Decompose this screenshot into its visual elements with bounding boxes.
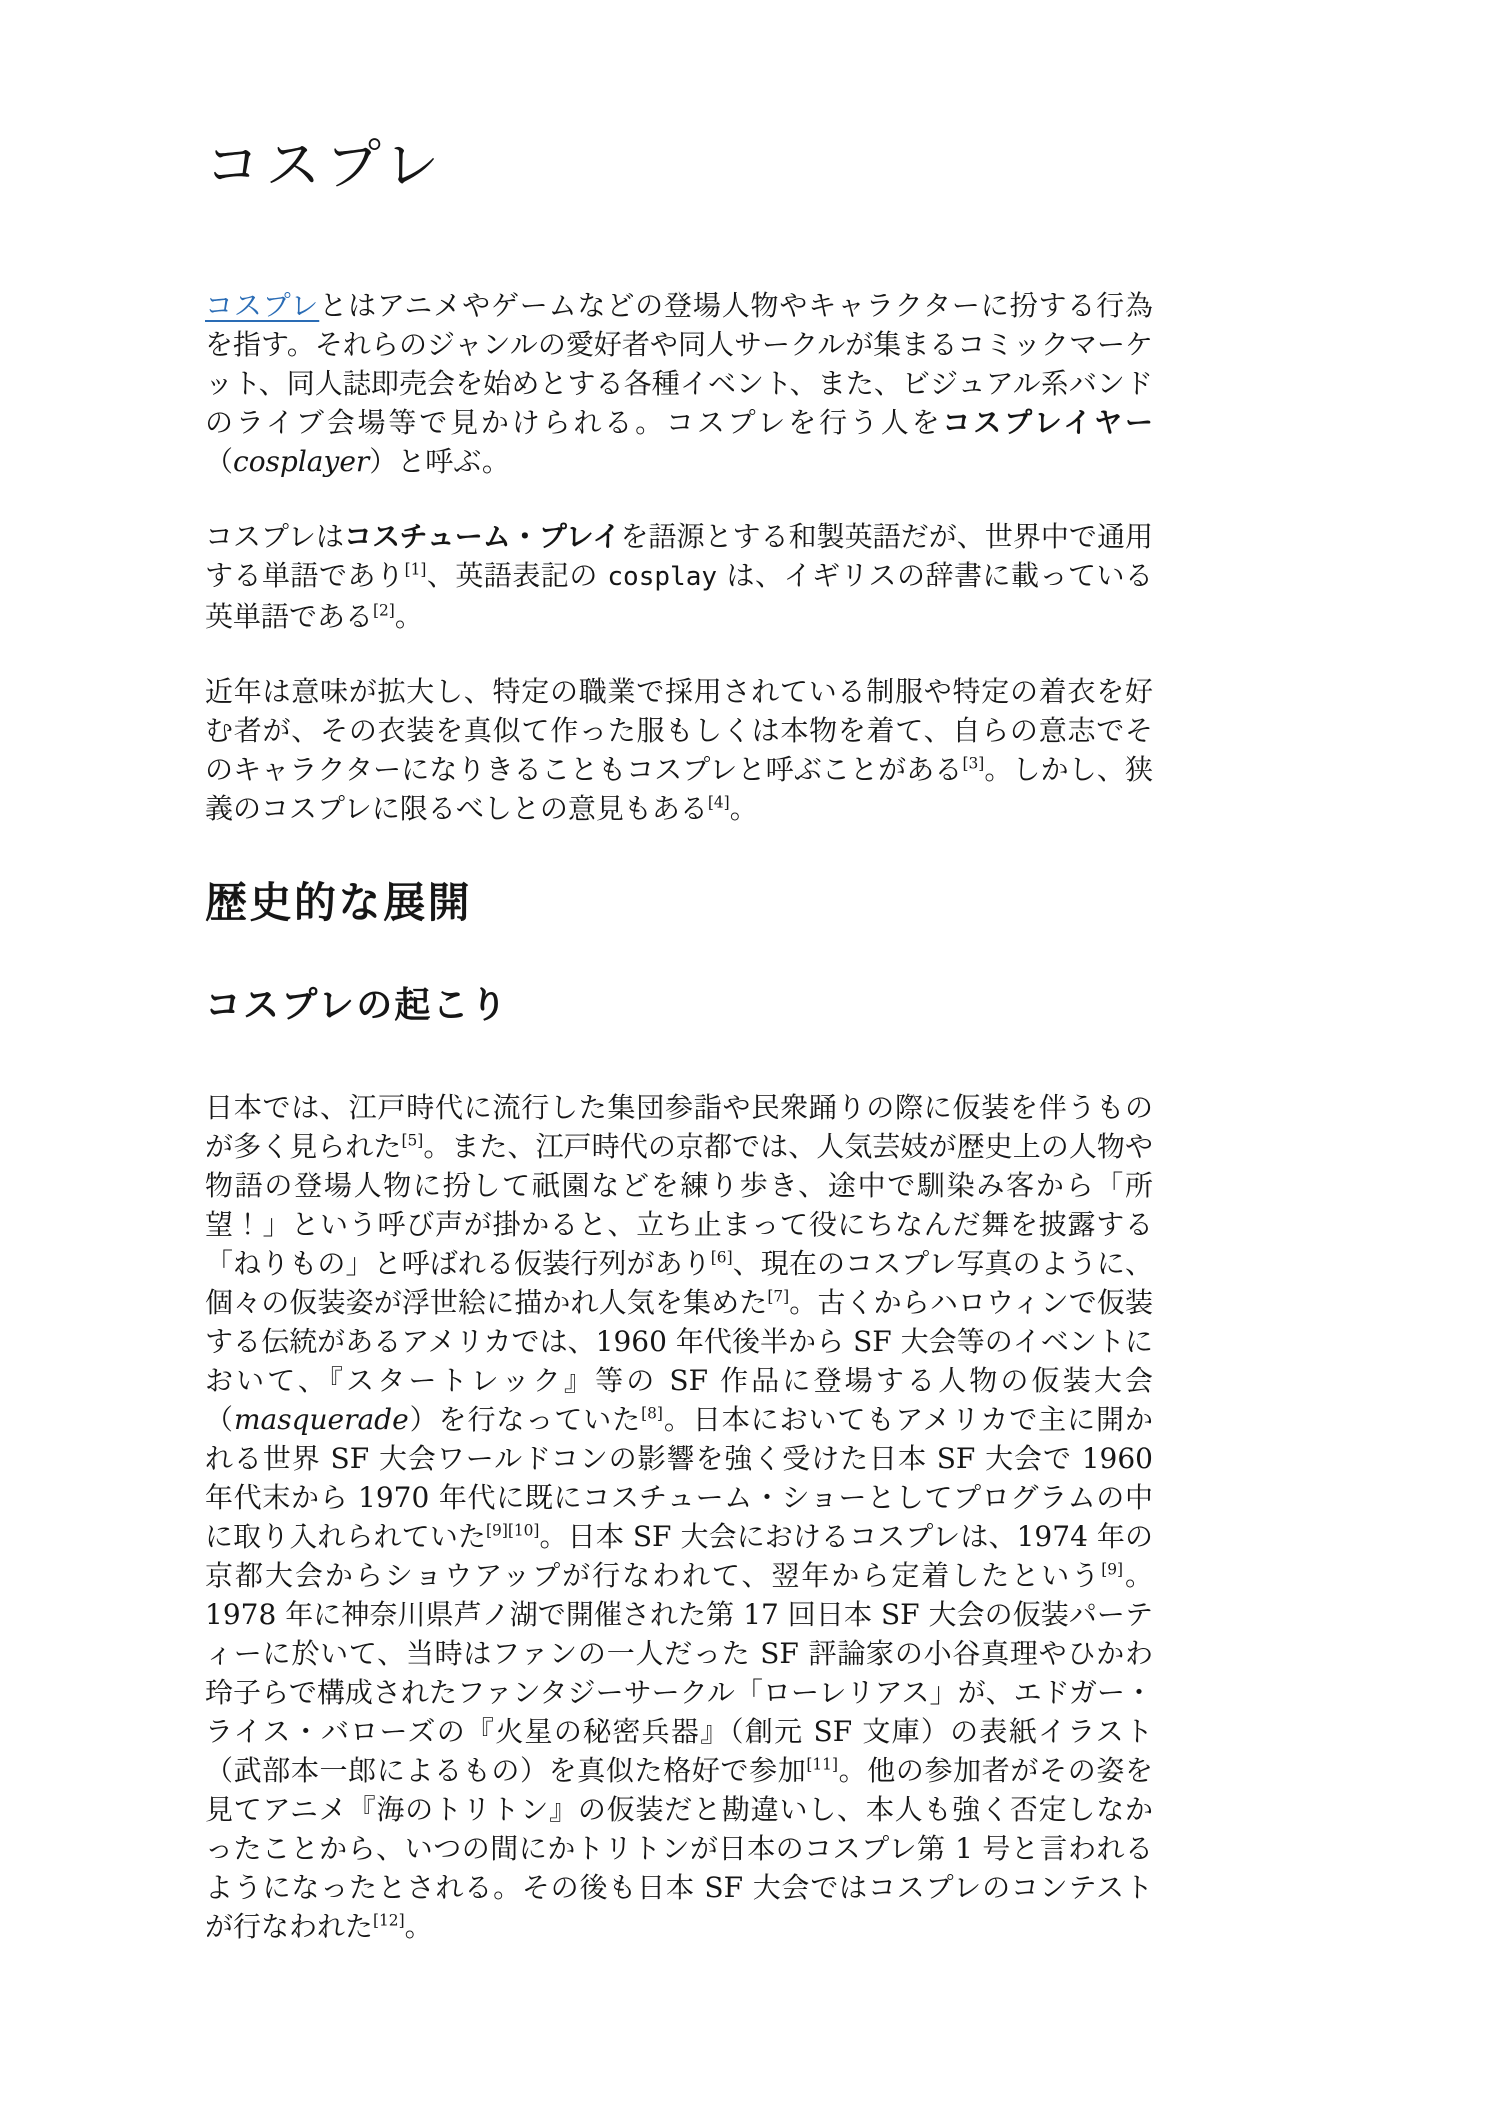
text-segment: ）を行なっていた (408, 1402, 642, 1436)
reference-marker: [6] (710, 1248, 733, 1267)
text-segment: cosplayer (233, 445, 370, 478)
paragraph-intro (205, 286, 1153, 481)
subsection-heading-origin-of-cosplay: コスプレの起こり (205, 984, 509, 1027)
text-segment: 。日本 SF 大会におけるコスプレは、1974 年の京都大会からショウアップが行なわれて、翌年から定着したという (205, 1519, 1153, 1592)
reference-marker: [1] (404, 560, 427, 579)
text-segment: 近年は意味が拡大し、特定の職業で採用されている制服や特定の着衣を好む者が、その衣装を真似て作った服もしくは本物を着て、自らの意志でそのキャラクターになりきることもコスプレと呼ぶことがある (205, 675, 1153, 786)
text-segment: （ (205, 445, 234, 478)
article-body (205, 0, 1153, 1982)
section-heading-historical-development: 歴史的な展開 (205, 878, 473, 927)
text-segment: コスプレイヤー (942, 406, 1153, 439)
text-segment: とはアニメやゲームなどの登場人物やキャラクターに扮する行為を指す。それらのジャンルの愛好者や同人サークルが集まるコミックマーケット、同人誌即売会を始めとする各種イベント、また、ビジュアル系バンドのライブ会場等で見かけられる。コスプレを行う人を (205, 289, 1153, 439)
text-segment: cosplay (607, 562, 718, 592)
page-title: コスプレ (205, 133, 445, 197)
reference-marker: [12] (373, 1911, 405, 1930)
paragraph-broader-meaning (205, 672, 1153, 828)
text-segment: masquerade (233, 1402, 409, 1436)
text-segment: 。1978 年に神奈川県芦ノ湖で開催された第 17 回日本 SF 大会の仮装パーティーに於いて、当時はファンの一人だった SF 評論家の小谷真理やひかわ玲子らで構成されたファンタジーサークル「ローレリアス」が、エドガー・ライス・バローズの『火星の秘密兵器』（創元 SF 文庫）の表紙イラスト（武部本一郎によるもの）を真似た格好で参加 (205, 1558, 1153, 1787)
text-segment: 。 (404, 1909, 433, 1943)
text-segment: を語源とする和製英語だが、世界中で通用する単語であり (205, 520, 1153, 592)
reference-marker: [5] (401, 1131, 424, 1150)
text-segment: コスチューム・プレイ (344, 520, 621, 553)
paragraph-etymology (205, 517, 1153, 636)
reference-marker: [3] (962, 754, 985, 773)
reference-marker: [4] (707, 793, 730, 812)
reference-marker: [9] (1101, 1560, 1123, 1579)
text-segment: は、イギリスの辞書に載っている英単語である (205, 559, 1154, 633)
text-segment: 。 (729, 792, 758, 825)
reference-marker: [8] (641, 1404, 663, 1423)
text-segment: 。古くからハロウィンで仮装する伝統があるアメリカでは、1960 年代後半から SF 大会等のイベントにおいて、『スタートレック』等の SF 作品に登場する人物の仮装大会（ (205, 1285, 1153, 1436)
text-segment: 。 (394, 600, 423, 633)
text-segment: 。他の参加者がその姿を見てアニメ『海のトリトン』の仮装だと勘違いし、本人も強く否定しなかったことから、いつの間にかトリトンが日本のコスプレ第 1 号と言われるようになったとされる。その後も日本 SF 大会ではコスプレのコンテストが行なわれた (205, 1753, 1153, 1943)
text-segment: 日本では、江戸時代に流行した集団参詣や民衆踊りの際に仮装を伴うものが多く見られた (205, 1090, 1153, 1163)
reference-marker: [11] (806, 1755, 838, 1774)
paragraph-origin-history (205, 1088, 1153, 1946)
text-segment: 。また、江戸時代の京都では、人気芸妓が歴史上の人物や物語の登場人物に扮して祇園などを練り歩き、途中で馴染み客から「所望！」という呼び声が掛かると、立ち止まって役にちなんだ舞を披露する「ねりもの」と呼ばれる仮装行列があり (205, 1129, 1153, 1280)
text-segment: 。しかし、狭義のコスプレに限るべしとの意見もある (205, 753, 1153, 825)
cosplay-link[interactable]: コスプレ (205, 289, 320, 322)
text-segment: 。日本においてもアメリカで主に開かれる世界 SF 大会ワールドコンの影響を強く受けた日本 SF 大会で 1960 年代末から 1970 年代に既にコスチューム・ショーとしてプログラムの中に取り入れられていた (205, 1402, 1153, 1553)
text-segment: ）と呼ぶ。 (369, 445, 510, 478)
reference-marker: [9][10] (486, 1521, 540, 1540)
reference-marker: [2] (373, 601, 395, 620)
text-segment: 、現在のコスプレ写真のように、個々の仮装姿が浮世絵に描かれ人気を集めた (205, 1246, 1153, 1319)
text-segment: コスプレは (205, 520, 345, 553)
reference-marker: [7] (767, 1287, 790, 1306)
text-segment: 、英語表記の (426, 559, 608, 592)
